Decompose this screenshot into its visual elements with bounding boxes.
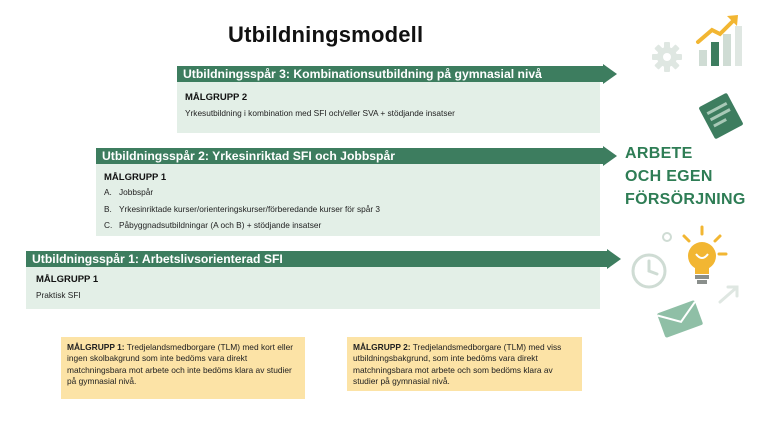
note-text: Tredjelandsmedborgare (TLM) med viss utbildningsbakgrund, som inte bedöms vara direkt matchningsbara mot arbete och som bedöms klara av studier på gymnasial nivå. (353, 342, 562, 387)
outcome-line-1: ARBETE (625, 145, 693, 162)
track-2-arrow-icon (603, 146, 617, 166)
envelope-icon (654, 296, 706, 342)
line-text: Yrkesutbildning i kombination med SFI och/eller SVA + stödjande insatser (185, 108, 455, 118)
dot-icon (660, 230, 674, 244)
clock-icon (630, 252, 668, 290)
track-3-arrow-icon (603, 64, 617, 84)
line-text: Jobbspår (119, 187, 154, 197)
note-text: Tredjelandsmedborgare (TLM) med kort eller ingen skolbakgrund som inte bedöms vara direkt matchningsbara mot arbete och inte bedöms klara av studier på gymnasial nivå. (67, 342, 294, 387)
track-1-line (36, 290, 81, 300)
track-2-group: MÅLGRUPP 1 (104, 172, 167, 183)
line-text: Praktisk SFI (36, 290, 81, 300)
track-2-line-c (104, 220, 321, 230)
outcome-line-3: FÖRSÖRJNING (625, 191, 746, 208)
line-text: Yrkesinriktade kurser/orienteringskurser/förberedande kurser för spår 3 (119, 204, 381, 214)
outcome-text (625, 142, 765, 211)
arrows-icon (716, 282, 742, 308)
track-2-bar: Utbildningsspår 2: Yrkesinriktad SFI och Jobbspår (96, 148, 604, 164)
line-text: Påbyggnadsutbildningar (A och B) + stödjande insatser (119, 220, 322, 230)
note-heading: MÅLGRUPP 1: (67, 342, 125, 352)
track-2-line-a (104, 187, 153, 197)
track-3-line (185, 108, 455, 118)
line-marker: C. (104, 220, 113, 230)
growth-chart-icon (694, 12, 744, 68)
track-2-line-b (104, 204, 380, 214)
note-malgrupp-2 (347, 337, 582, 391)
line-marker: B. (104, 204, 112, 214)
page-title: Utbildningsmodell (228, 22, 424, 47)
note-heading: MÅLGRUPP 2: (353, 342, 411, 352)
gear-icon (650, 40, 684, 74)
note-malgrupp-1 (61, 337, 305, 399)
track-3-bar: Utbildningsspår 3: Kombinationsutbildning på gymnasial nivå (177, 66, 604, 82)
line-marker: A. (104, 187, 112, 197)
track-1-arrow-icon (607, 249, 621, 269)
document-icon (692, 88, 750, 144)
track-1-bar: Utbildningsspår 1: Arbetslivsorienterad SFI (26, 251, 608, 267)
track-1-group: MÅLGRUPP 1 (36, 274, 99, 285)
track-3-group: MÅLGRUPP 2 (185, 92, 248, 103)
outcome-line-2: OCH EGEN (625, 168, 713, 185)
